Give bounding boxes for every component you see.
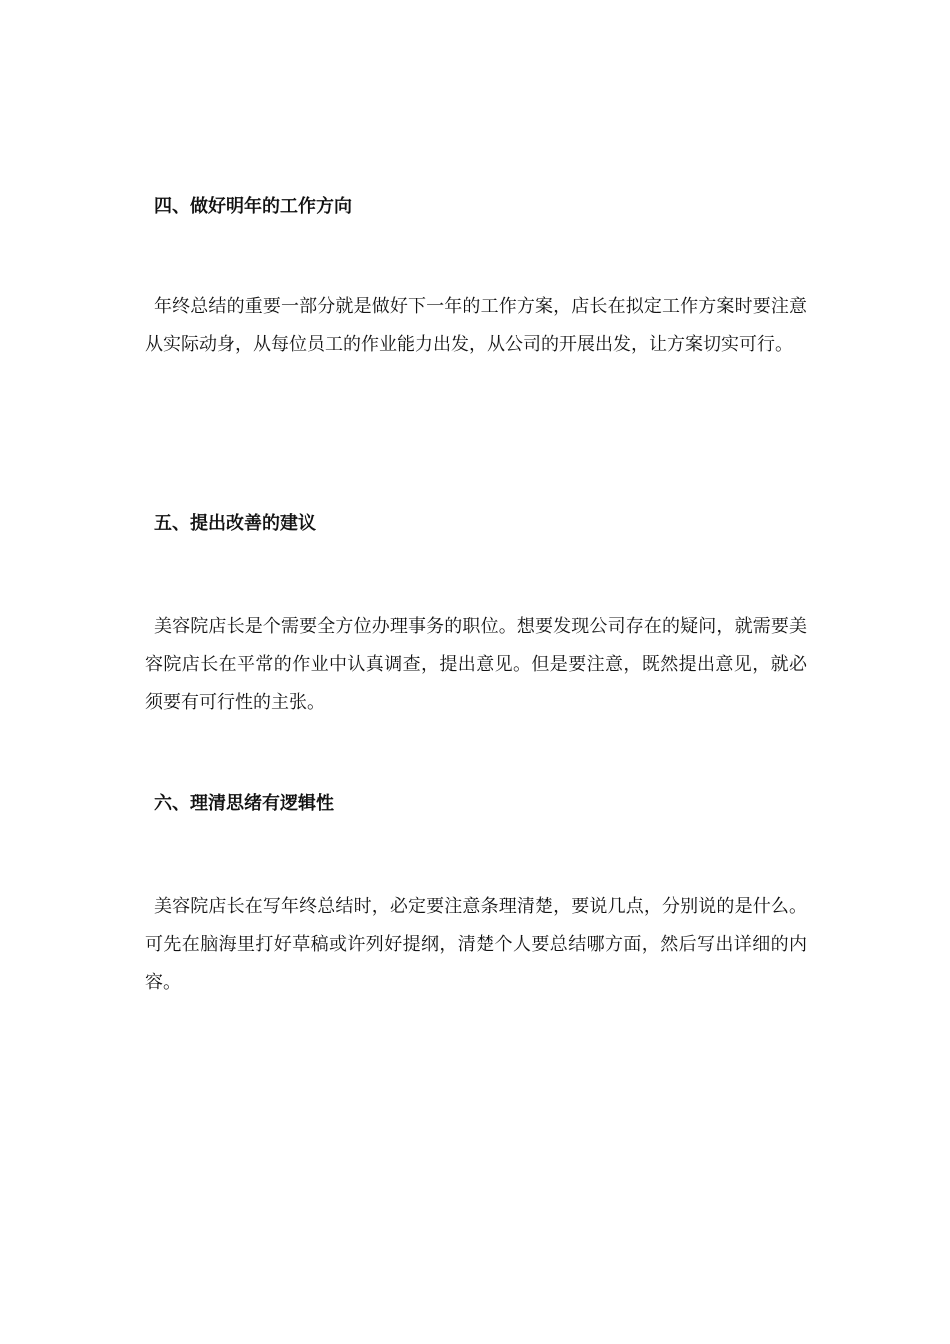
section-heading-6: 六、理清思绪有逻辑性 — [154, 793, 334, 814]
section-paragraph-4: 年终总结的重要一部分就是做好下一年的工作方案，店长在拟定工作方案时要注意从实际动身，从每位员工的作业能力出发，从公司的开展出发，让方案切实可行。 — [145, 296, 807, 355]
section-paragraph-5: 美容院店长是个需要全方位办理事务的职位。想要发现公司存在的疑问，就需要美容院店长在平常的作业中认真调查，提出意见。但是要注意，既然提出意见，就必须要有可行性的主张。 — [145, 616, 807, 713]
section-paragraph-6: 美容院店长在写年终总结时，必定要注意条理清楚，要说几点，分别说的是什么。可先在脑海里打好草稿或许列好提纲，清楚个人要总结哪方面，然后写出详细的内容。 — [145, 896, 807, 993]
section-heading-4: 四、做好明年的工作方向 — [154, 196, 352, 217]
section-heading-5: 五、提出改善的建议 — [154, 513, 316, 534]
